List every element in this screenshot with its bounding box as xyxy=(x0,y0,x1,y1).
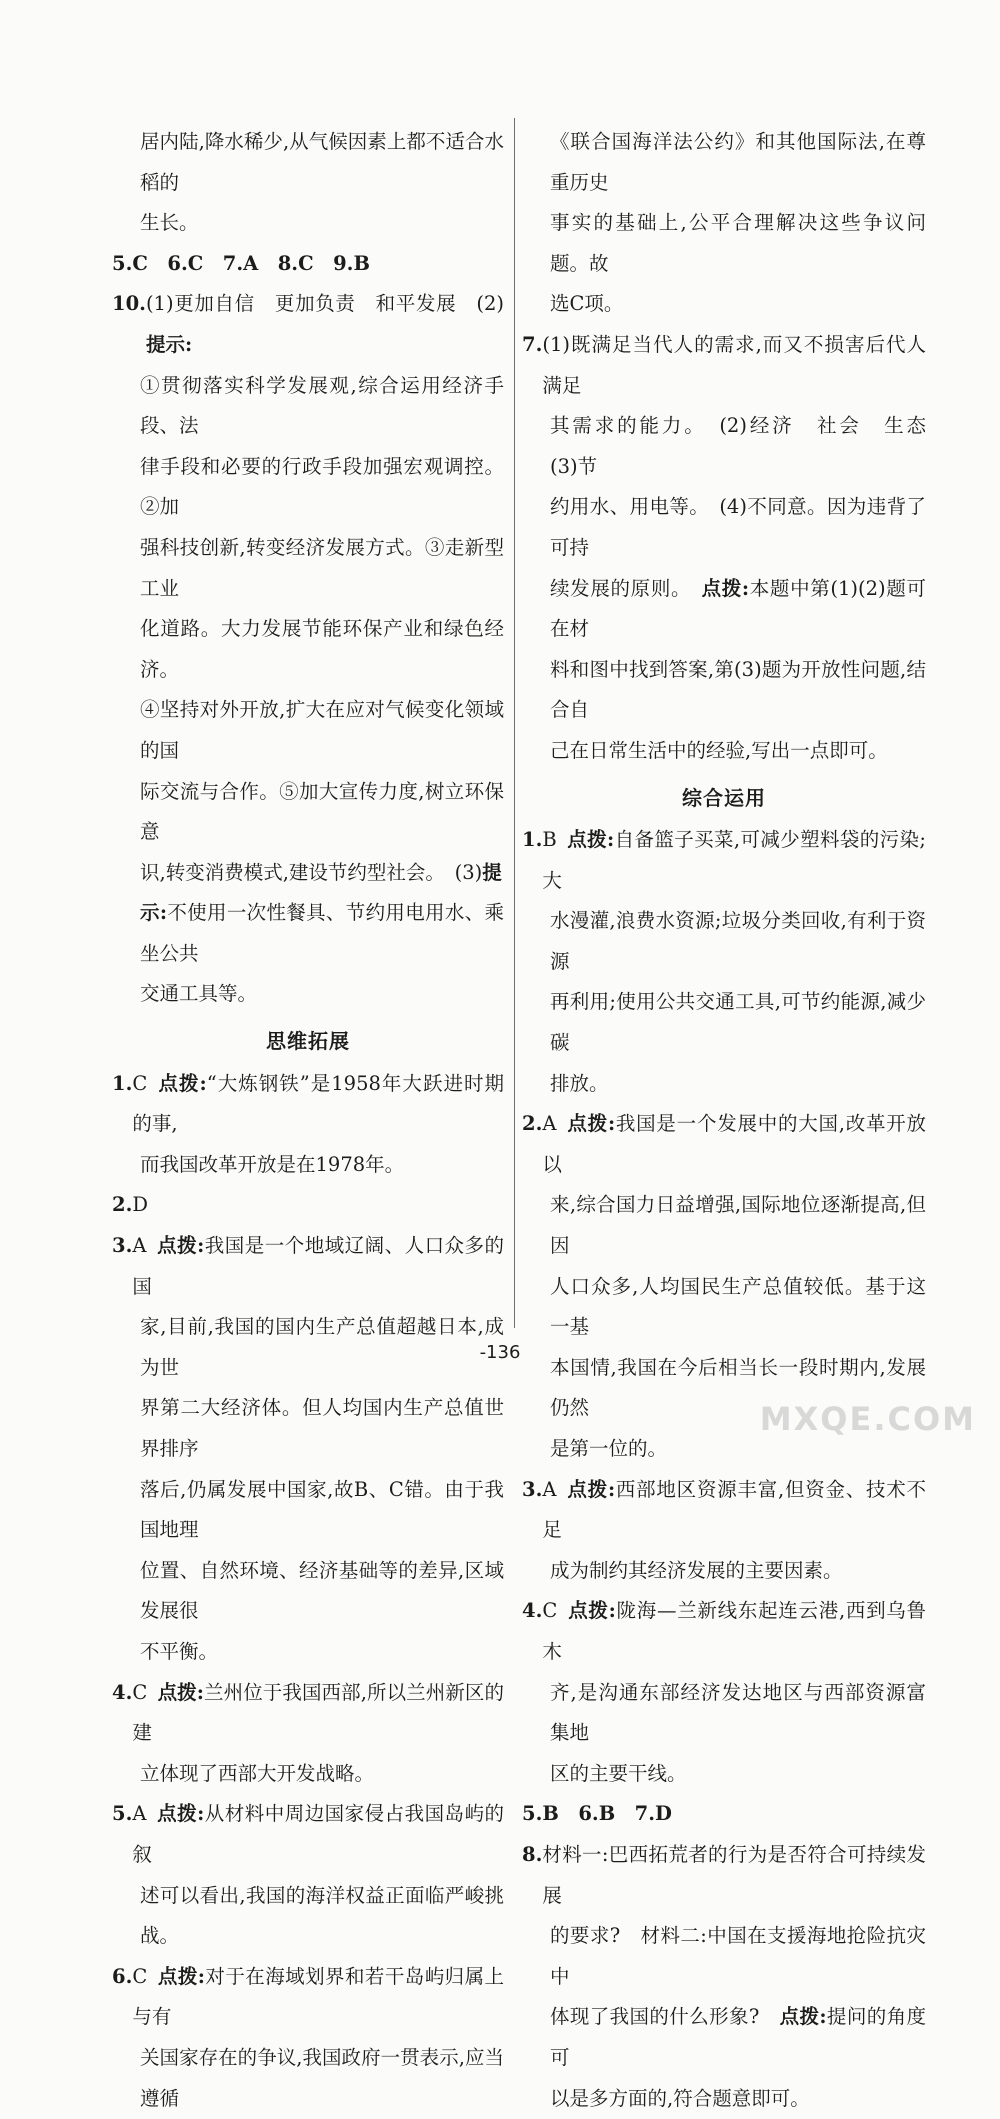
continued-line: 事实的基础上,公平合理解决这些争议问题。故 xyxy=(550,211,926,275)
answers-5-7: 5.B 6.B 7.D xyxy=(522,1802,672,1826)
answer-line: 律手段和必要的行政手段加强宏观调控。②加 xyxy=(140,454,504,519)
page-number: -136 xyxy=(479,1342,521,1363)
list-item: 1. C 点拨:“大炼钢铁”是1958年大跃进时期的事, 而我国改革开放是在1978年。 xyxy=(112,1071,504,1176)
answer-line: ①贯彻落实科学发展观,综合运用经济手段、法 xyxy=(140,373,504,438)
section-heading: 综合运用 xyxy=(682,785,766,810)
answer-line: 强科技创新,转变经济发展方式。③走新型工业 xyxy=(140,535,504,600)
section-heading: 思维拓展 xyxy=(266,1029,350,1054)
answer-line: 识,转变消费模式,建设节约型社会。 (3)提 xyxy=(140,860,502,884)
question-7: 7. (1)既满足当代人的需求,而又不损害后代人满足 xyxy=(522,332,926,397)
right-column: 《联合国海洋法公约》和其他国际法,在尊重历史 事实的基础上,公平合理解决这些争议问题。故 选C项。 7. (1)既满足当代人的需求,而又不损害后代人满足 其需求的能力。 (2)经济 社会 生态 (3)节 约用水、用电等。 (4)不同意。因为违背了可持 续发展的原则。 点拨:本题中第(1)(2)题可在材 料和图中找到答案,第(3)题为开放性问题,结合自 己在日常生活中的经验,写出一点即可。 综合运用 1. B 点拨:自备篮子买菜,可减少塑料袋的污染;大 水漫灌,浪费水资源;垃圾分类回收,有利于资源 再利用;使用公共交通工具,可节约能源,减少碳 排放。 2. A 点拨:我国是一个发展中的大国,改革开放以 来,综合国力日益增强,国际地位逐渐提高,但因 人口众多,人均国民生产总值较低。基于这一基 本国情,我国在今后相当长一段时期内,发展仍然 是第一位的。 3. A 点拨:西部地区资源丰富,但资金、技术不足 成为制约其经济发展的主要因素。 4. C 点拨:陇海—兰新线东起连云港,西到乌鲁木 齐,是沟通东部经济发达地区与西部资源富集地 区的主要干线。 5.B 6.B 7.D 8. 材料一:巴西拓荒者的行为是否符合可持续发展 的要求? 材料二:中国在支援海地抢险抗灾中 体现了我国的什么形象? 点拨:提问的角度可 以是多方面的,符合题意即可。 xyxy=(522,122,926,2119)
list-item: 4. C 点拨:陇海—兰新线东起连云港,西到乌鲁木 齐,是沟通东部经济发达地区与西部资源富集地 区的主要干线。 xyxy=(522,1599,927,1785)
list-item: 2. D xyxy=(112,1193,148,1217)
hint-label: 提示: xyxy=(145,332,193,356)
continued-line: 《联合国海洋法公约》和其他国际法,在尊重历史 xyxy=(550,130,926,194)
list-item: 5. A 点拨:从材料中周边国家侵占我国岛屿的叙 述可以看出,我国的海洋权益正面临严峻挑战。 xyxy=(112,1802,505,1948)
list-item: 1. B 点拨:自备篮子买菜,可减少塑料袋的污染;大 水漫灌,浪费水资源;垃圾分类回收,有利于资源 再利用;使用公共交通工具,可节约能源,减少碳 排放。 xyxy=(522,828,927,1095)
answers-5-9: 5.C 6.C 7.A 8.C 9.B xyxy=(112,251,370,275)
answer-line: 交通工具等。 xyxy=(140,982,258,1006)
answer-line: 化道路。大力发展节能环保产业和绿色经济。 xyxy=(140,617,504,681)
list-item: 3. A 点拨:西部地区资源丰富,但资金、技术不足 成为制约其经济发展的主要因素。 xyxy=(522,1477,926,1582)
answer-text: (1)更加自信 更加负责 和平发展 (2) xyxy=(145,292,504,316)
column-divider xyxy=(514,118,515,1328)
left-column xyxy=(112,122,504,2119)
answer-line: 际交流与合作。⑤加大宣传力度,树立环保意 xyxy=(140,779,504,844)
list-item: 4. C 点拨:兰州位于我国西部,所以兰州新区的建 立体现了西部大开发战略。 xyxy=(112,1680,505,1785)
hint-label: 点拨: xyxy=(701,576,750,600)
hint-label: 提 xyxy=(482,860,502,884)
watermark-logo: MXQE.COM xyxy=(759,1400,976,1438)
left-items xyxy=(112,1064,504,2119)
right-items xyxy=(522,820,926,1794)
continued-line: 选C项。 xyxy=(550,292,624,316)
continued-line: 居内陆,降水稀少,从气候因素上都不适合水稻的 xyxy=(140,130,504,194)
list-item: 2. A 点拨:我国是一个发展中的大国,改革开放以 来,综合国力日益增强,国际地位逐渐提高,但因 人口众多,人均国民生产总值较低。基于这一基 本国情,我国在今后相当长一段时期内,发展仍然 是第一位的。 xyxy=(522,1112,926,1460)
question-number: 10. xyxy=(112,292,146,316)
question-10 xyxy=(112,284,504,365)
hint-label: 示: xyxy=(140,901,168,925)
continued-line: 生长。 xyxy=(140,211,199,235)
hint-label: 点拨: xyxy=(779,2005,827,2029)
answer-line: 示:不使用一次性餐具、节约用电用水、乘坐公共 xyxy=(140,901,504,965)
question-8: 8. 材料一:巴西拓荒者的行为是否符合可持续发展 xyxy=(522,1842,926,1907)
answer-line: ④坚持对外开放,扩大在应对气候变化领域的国 xyxy=(140,698,504,762)
list-item: 6. C 点拨:对于在海域划界和若干岛屿归属上与有 关国家存在的争议,我国政府一贯表示,应当遵循 xyxy=(112,1964,504,2110)
list-item: 3. A 点拨:我国是一个地域辽阔、人口众多的国 家,目前,我国的国内生产总值超越日本,成为世 界第二大经济体。但人均国内生产总值世界排序 落后,仍属发展中国家,故B、C错。由于我国地理 位置、自然环境、经济基础等的差异,区域发展很 不平衡。 xyxy=(112,1234,505,1663)
